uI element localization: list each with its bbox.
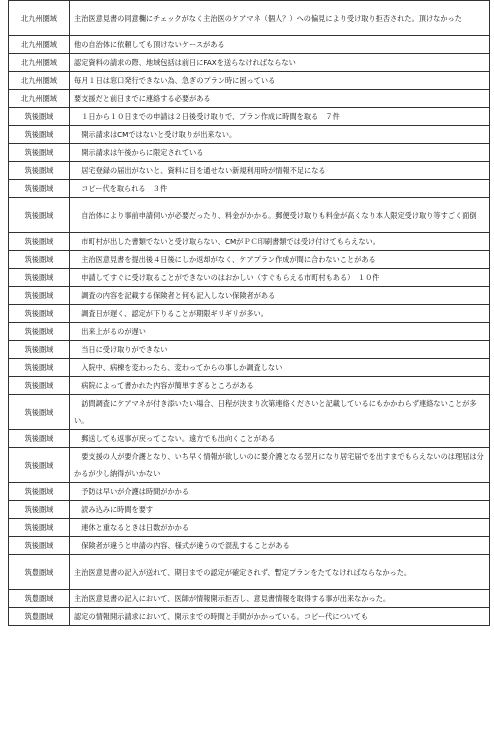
comments-table (8, 0, 490, 626)
table-row (9, 198, 490, 233)
comment-cell: 要支援の人が要介護となり、いち早く情報が欲しいのに要介護となる翌月になり居宅届でを出すまでもらえないのは理屈は分かるが少し納得がいかない (70, 448, 490, 483)
region-cell: 筑後圏域 (9, 162, 70, 180)
comment-cell: 当日に受け取りができない (70, 341, 490, 359)
region-cell: 筑後圏域 (9, 519, 70, 537)
table-row (9, 233, 490, 251)
comment-cell: 調査の内容を記載する保険者と何も記入しない保険者がある (70, 287, 490, 305)
comment-cell: 訪問調査にケアマネが付き添いたい場合、日程が決まり次第連絡くださいと記載しているにもかかわらず連絡ないことが多い。 (70, 395, 490, 430)
table-row (9, 395, 490, 430)
region-cell: 筑後圏域 (9, 180, 70, 198)
comment-cell: 読み込みに時間を要す (70, 501, 490, 519)
table-row (9, 251, 490, 269)
region-cell: 筑後圏域 (9, 305, 70, 323)
table-row (9, 305, 490, 323)
table-row (9, 162, 490, 180)
region-cell: 筑豊圏域 (9, 590, 70, 608)
region-cell: 筑後圏域 (9, 501, 70, 519)
table-row (9, 90, 490, 108)
table-row (9, 144, 490, 162)
table-row (9, 537, 490, 555)
table-row (9, 323, 490, 341)
comment-cell: 郵送しても返事が戻ってこない。遠方でも出向くことがある (70, 430, 490, 448)
comment-cell: 連休と重なるときは日数がかかる (70, 519, 490, 537)
region-cell: 筑後圏域 (9, 341, 70, 359)
comment-cell: 調査日が遅く、認定が下りることが期限ギリギリが多い。 (70, 305, 490, 323)
table-row (9, 269, 490, 287)
table-row (9, 54, 490, 72)
comment-cell: 市町村が出した書類でないと受け取らない、CMがＰＣ印刷書類では受け付けてもらえない。 (70, 233, 490, 251)
region-cell: 筑後圏域 (9, 359, 70, 377)
comment-cell: 主治医意見書を提出後４日後にしか返却がなく、ケアプラン作成が間に合わないことがある (70, 251, 490, 269)
comment-cell: 居宅登録の届出がないと、資料に目を通せない新規利用時が情報不足になる (70, 162, 490, 180)
region-cell: 筑後圏域 (9, 108, 70, 126)
comment-cell: 入院中、病棟を変わったら、変わってからの事しか調査しない (70, 359, 490, 377)
table-row (9, 36, 490, 54)
region-cell: 筑後圏域 (9, 395, 70, 430)
table-row (9, 180, 490, 198)
table-row (9, 501, 490, 519)
table-row (9, 555, 490, 590)
comment-cell: 申請してすぐに受け取ることができないのはおかしい（すぐもらえる市町村もある） １０件 (70, 269, 490, 287)
region-cell: 筑豊圏域 (9, 608, 70, 626)
comment-cell: 他の自治体に依頼しても頂けないケースがある (70, 36, 490, 54)
comment-cell: 毎月１日は窓口発行できない為、急ぎのプラン時に困っている (70, 72, 490, 90)
comment-cell: コピー代を取られる ３件 (70, 180, 490, 198)
region-cell: 北九州圏域 (9, 72, 70, 90)
table-row (9, 608, 490, 626)
region-cell: 筑後圏域 (9, 537, 70, 555)
region-cell: 筑後圏域 (9, 377, 70, 395)
region-cell: 筑後圏域 (9, 430, 70, 448)
table-row (9, 519, 490, 537)
table-row (9, 377, 490, 395)
comment-cell: 要支援だと前日までに連絡する必要がある (70, 90, 490, 108)
region-cell: 筑豊圏域 (9, 555, 70, 590)
region-cell: 北九州圏域 (9, 90, 70, 108)
comments-table-body (9, 1, 490, 626)
region-cell: 北九州圏域 (9, 1, 70, 36)
region-cell: 北九州圏域 (9, 54, 70, 72)
table-row (9, 108, 490, 126)
comment-cell: 開示請求は午後からに限定されている (70, 144, 490, 162)
table-row (9, 430, 490, 448)
comment-cell: 認定の情報開示請求において、開示までの時間と手間がかかっている。コピー代についても (70, 608, 490, 626)
comment-cell: 出来上がるのが遅い (70, 323, 490, 341)
comment-cell: 保険者が違うと申請の内容、様式が違うので混乱することがある (70, 537, 490, 555)
comment-cell: １日から１０日までの申請は２日後受け取りで、プラン作成に時間を取る ７件 (70, 108, 490, 126)
comment-cell: 認定資料の請求の際、地域包括は前日にFAXを送らなければならない (70, 54, 490, 72)
table-row (9, 1, 490, 36)
region-cell: 北九州圏域 (9, 36, 70, 54)
region-cell: 筑後圏域 (9, 323, 70, 341)
table-row (9, 287, 490, 305)
comment-cell: 主治医意見書の記入が送れて、期日までの認定が確定されず、暫定プランをたてなければならなかった。 (70, 555, 490, 590)
table-row (9, 359, 490, 377)
region-cell: 筑後圏域 (9, 198, 70, 233)
table-row (9, 448, 490, 483)
region-cell: 筑後圏域 (9, 233, 70, 251)
comment-cell: 自治体により事前申請伺いが必要だったり、料金がかかる。郵便受け取りも料金が高くなり本人限定受け取り等すごく面倒 (70, 198, 490, 233)
table-row (9, 341, 490, 359)
table-row (9, 126, 490, 144)
comment-cell: 主治医意見書の記入において、医師が情報開示拒否し、意見書情報を取得する事が出来なかった。 (70, 590, 490, 608)
region-cell: 筑後圏域 (9, 287, 70, 305)
document-page (8, 0, 490, 626)
comment-cell: 主治医意見書の同意欄にチェックがなく主治医のケアマネ（個人？）への偏見により受け取り拒否された。頂けなかった (70, 1, 490, 36)
table-row (9, 483, 490, 501)
table-row (9, 72, 490, 90)
comment-cell: 病院によって書かれた内容が簡単すぎるところがある (70, 377, 490, 395)
table-row (9, 590, 490, 608)
region-cell: 筑後圏域 (9, 448, 70, 483)
comment-cell: 開示請求はCMではないと受け取りが出来ない。 (70, 126, 490, 144)
region-cell: 筑後圏域 (9, 251, 70, 269)
region-cell: 筑後圏域 (9, 144, 70, 162)
comment-cell: 予防は早いが介護は時間がかかる (70, 483, 490, 501)
region-cell: 筑後圏域 (9, 269, 70, 287)
region-cell: 筑後圏域 (9, 483, 70, 501)
region-cell: 筑後圏域 (9, 126, 70, 144)
